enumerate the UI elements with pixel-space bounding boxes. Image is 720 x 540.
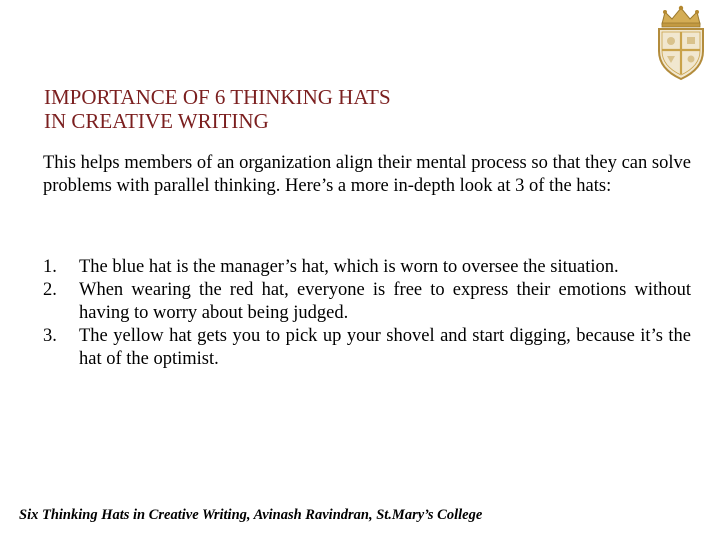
slide-footer: Six Thinking Hats in Creative Writing, Avinash Ravindran, St.Mary’s College xyxy=(19,507,483,523)
slide-title-line-1: IMPORTANCE OF 6 THINKING HATS xyxy=(44,85,391,109)
intro-paragraph: This helps members of an organization align their mental process so that they can solve problems with parallel thinking. Here’s a more in-depth look at 3 of the hats: xyxy=(43,153,691,196)
list-item-number: 3. xyxy=(43,326,57,346)
list-item-number: 1. xyxy=(43,257,57,277)
list-item-text: The blue hat is the manager’s hat, which is worn to oversee the situation. xyxy=(79,257,619,277)
slide-title xyxy=(44,85,684,133)
list-item-number: 2. xyxy=(43,280,57,300)
list-item xyxy=(43,279,691,325)
hats-list xyxy=(43,256,691,371)
list-item xyxy=(43,256,691,279)
college-crest-icon xyxy=(648,4,714,82)
list-item-text: When wearing the red hat, everyone is free to express their emotions without having to worry about being judged. xyxy=(79,280,691,323)
slide-title-line-2: IN CREATIVE WRITING xyxy=(44,109,269,133)
list-item xyxy=(43,325,691,371)
list-item-text: The yellow hat gets you to pick up your shovel and start digging, because it’s the hat of the optimist. xyxy=(79,326,691,369)
